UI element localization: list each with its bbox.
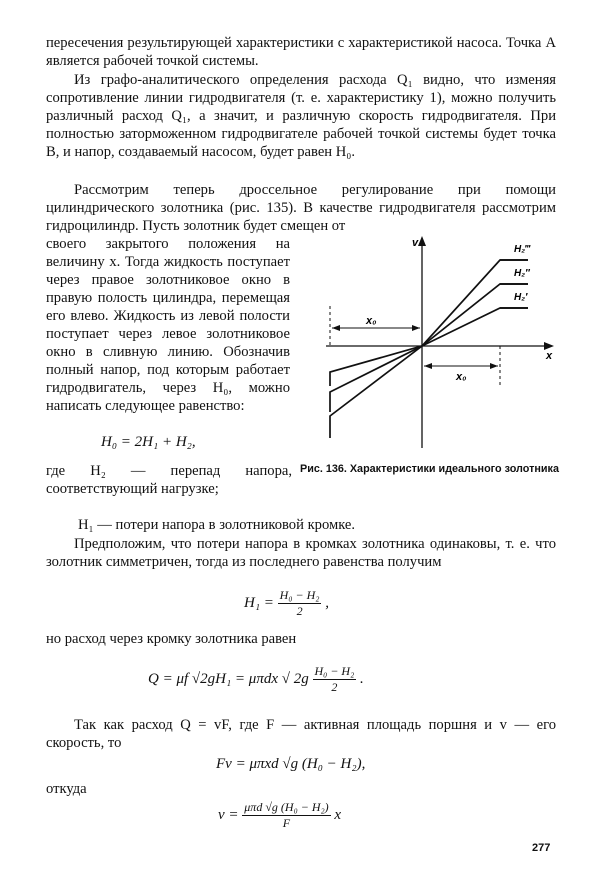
equation-h0: H₀ = 2H₁ + H₂, (101, 434, 196, 450)
axis-v-arrow (418, 236, 426, 246)
curve-h2-triple (330, 260, 528, 438)
figure-caption: Рис. 136. Характеристики идеального золотника (300, 463, 559, 475)
curve-label-h2-single: H₂′ (514, 292, 528, 303)
axis-x-label: x (546, 350, 553, 362)
paragraph-7: откуда (46, 781, 87, 797)
equation-fv: Fv = μπxd √g (H₀ − H₂), (216, 756, 366, 772)
curve-label-h2-double: H₂″ (514, 268, 530, 279)
where-h1: H₁ — потери напора в золотниковой кромке. (78, 517, 356, 533)
curve-label-h2-triple: H₂‴ (514, 244, 530, 255)
paragraph-5: но расход через кромку золотника равен (46, 631, 297, 647)
paragraph-3-intro: Рассмотрим теперь дроссельное регулирование при помощи цилиндрического золотника (рис. 135). В качестве гидродвигателя рассмотрим гидроцилиндр. Пусть золотник будет смещен от (46, 182, 556, 234)
label-x0-left: x₀ (366, 315, 377, 327)
equation-h1: H₁ = $\frac{\text{H₀ − H₂}}{2}$ , (244, 588, 329, 618)
label-x0-right: x₀ (456, 371, 467, 383)
axis-x-arrow (544, 342, 554, 350)
where-h2: где H₂ — перепад напора, соответствующий нагрузке; (46, 463, 292, 497)
axis-v-label: v (412, 237, 419, 249)
equation-q: Q = μf √2gH₁ = μπdx √ 2g $\frac{\text{H₀ − H₂}}{2}$ . (148, 664, 364, 694)
paragraph-2: Из графо-аналитического определения расхода Q₁ видно, что изменяя сопротивление линии гидродвигателя (т. е. характеристику 1), можно получить различный расход Q₁, а значит, и различную скорость гидродвигателя. При полностью заторможенном гидродвигателе рабочей точкой системы будет точка B, и напор, создаваемый насосом, будет равен H₀. (46, 72, 556, 160)
curve-h2-single (330, 308, 528, 386)
paragraph-3-body: своего закрытого положения на величину x. Тогда жидкость поступает через правое золотниковое окно в правую полость цилиндра, перемещая его влево. Жидкость из левой полости поступает через левое золотниковое окно в сливную линию. Обозначив полный напор, под которым работает гидродвигатель, через H₀, можно написать следующее равенство: (46, 236, 290, 414)
figure-136-chart (296, 226, 566, 458)
paragraph-4: Предположим, что потери напора в кромках золотника одинаковы, т. е. что золотник симметричен, тогда из последнего равенства получим (46, 536, 556, 570)
page-number: 277 (532, 842, 551, 854)
paragraph-6: Так как расход Q = vF, где F — активная площадь поршня и v — его скорость, то (46, 717, 556, 751)
equation-v: v = $\frac{\text{μπd √g (H₀ − H₂)}}{F}$ x (218, 800, 342, 830)
paragraph-1: пересечения результирующей характеристики с характеристикой насоса. Точка A является рабочей точкой системы. (46, 35, 556, 69)
